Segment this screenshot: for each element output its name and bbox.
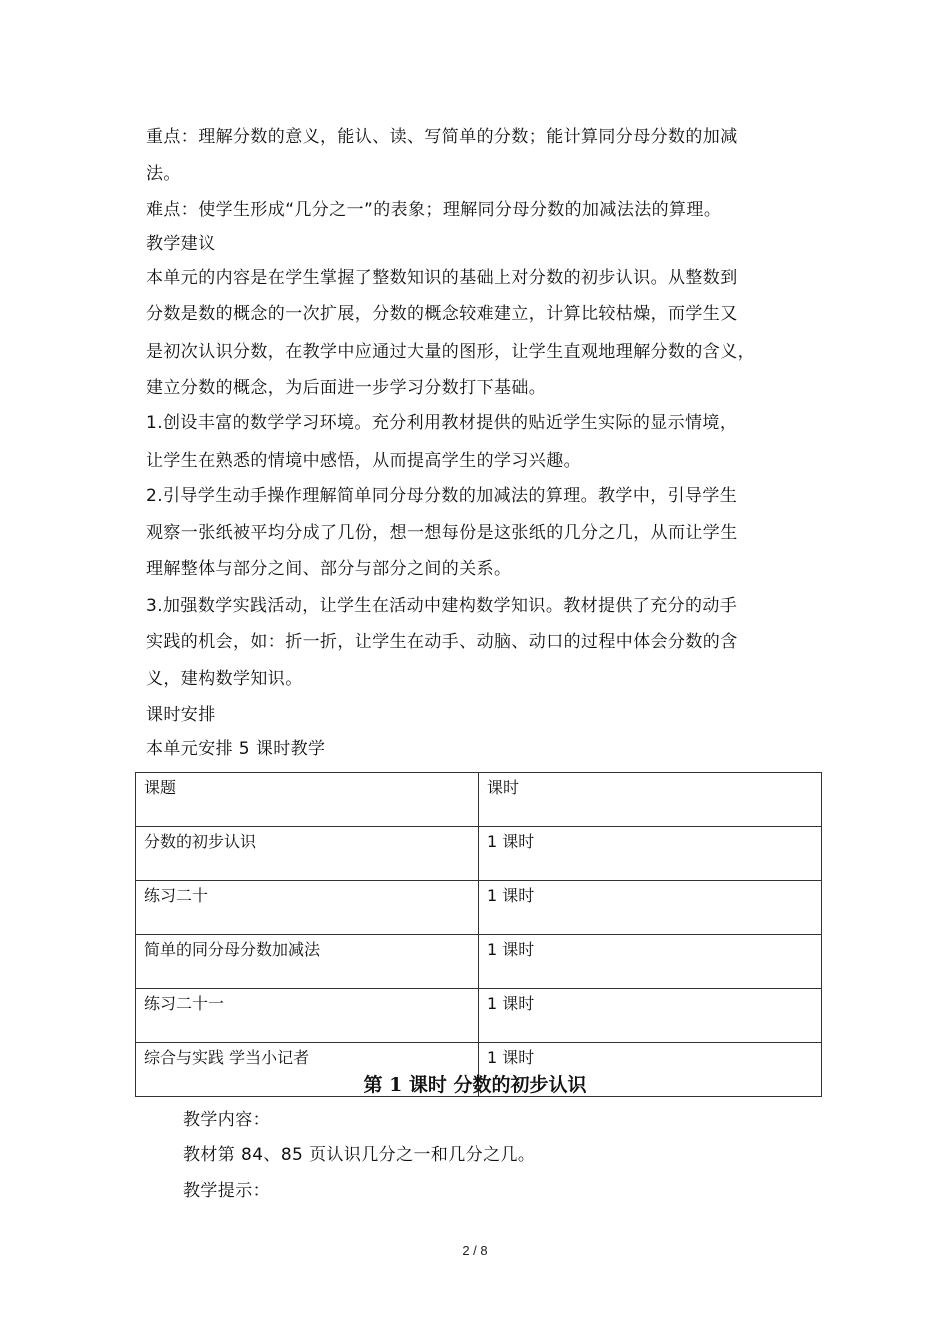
- paragraph-line: 分数是数的概念的一次扩展，分数的概念较难建立，计算比较枯燥，而学生又: [146, 304, 738, 324]
- paragraph-line: 理解整体与部分之间、部分与部分之间的关系。: [146, 559, 512, 579]
- paragraph-line: 是初次认识分数，在教学中应通过大量的图形，让学生直观地理解分数的含义，: [146, 342, 755, 362]
- table-cell: 分数的初步认识: [136, 827, 479, 881]
- lesson-hint-label: 教学提示：: [183, 1181, 270, 1201]
- table-row: [136, 989, 822, 1043]
- paragraph-line: 本单元的内容是在学生掌握了整数知识的基础上对分数的初步认识。从整数到: [146, 268, 738, 288]
- lesson-content-label: 教学内容：: [183, 1110, 270, 1130]
- table-cell: 简单的同分母分数加减法: [136, 935, 479, 989]
- paragraph-line: 1.创设丰富的数学学习环境。充分利用教材提供的贴近学生实际的显示情境，: [146, 413, 738, 433]
- table-cell: 1 课时: [479, 935, 822, 989]
- section-heading: 教学建议: [146, 234, 216, 254]
- table-cell: 1 课时: [479, 1043, 822, 1097]
- table-cell: 1 课时: [479, 989, 822, 1043]
- table-header-cell: 课题: [136, 773, 479, 827]
- table-cell: 练习二十一: [136, 989, 479, 1043]
- paragraph-line: 实践的机会，如：折一折，让学生在动手、动脑、动口的过程中体会分数的含: [146, 632, 738, 652]
- paragraph-line: 观察一张纸被平均分成了几份，想一想每份是这张纸的几分之几，从而让学生: [146, 523, 738, 543]
- page-number: 2 / 8: [462, 1243, 488, 1258]
- table-cell: 1 课时: [479, 827, 822, 881]
- paragraph-line: 3.加强数学实践活动，让学生在活动中建构数学知识。教材提供了充分的动手: [146, 596, 738, 616]
- paragraph-line: 2.引导学生动手操作理解简单同分母分数的加减法的算理。教学中，引导学生: [146, 486, 738, 506]
- paragraph-line: 难点：使学生形成“几分之一”的表象；理解同分母分数的加减法法的算理。: [146, 200, 722, 220]
- table-row: [136, 881, 822, 935]
- paragraph-line: 法。: [146, 164, 181, 184]
- section-heading: 课时安排: [146, 705, 216, 725]
- table-header-row: [136, 773, 822, 827]
- table-cell: 综合与实践 学当小记者: [136, 1043, 479, 1097]
- lesson-title: 第 1 课时 分数的初步认识: [363, 1074, 587, 1096]
- table-row: [136, 935, 822, 989]
- paragraph-line: 让学生在熟悉的情境中感悟，从而提高学生的学习兴趣。: [146, 451, 581, 471]
- table-row: [136, 827, 822, 881]
- paragraph-line: 建立分数的概念，为后面进一步学习分数打下基础。: [146, 378, 547, 398]
- lesson-content-text: 教材第 84、85 页认识几分之一和几分之几。: [183, 1145, 536, 1165]
- table-cell: 练习二十: [136, 881, 479, 935]
- paragraph-line: 本单元安排 5 课时教学: [146, 739, 326, 759]
- table-header-cell: 课时: [479, 773, 822, 827]
- paragraph-line: 义，建构数学知识。: [146, 669, 303, 689]
- schedule-table: [135, 772, 822, 1097]
- paragraph-line: 重点：理解分数的意义，能认、读、写简单的分数；能计算同分母分数的加减: [146, 127, 738, 147]
- table-cell: 1 课时: [479, 881, 822, 935]
